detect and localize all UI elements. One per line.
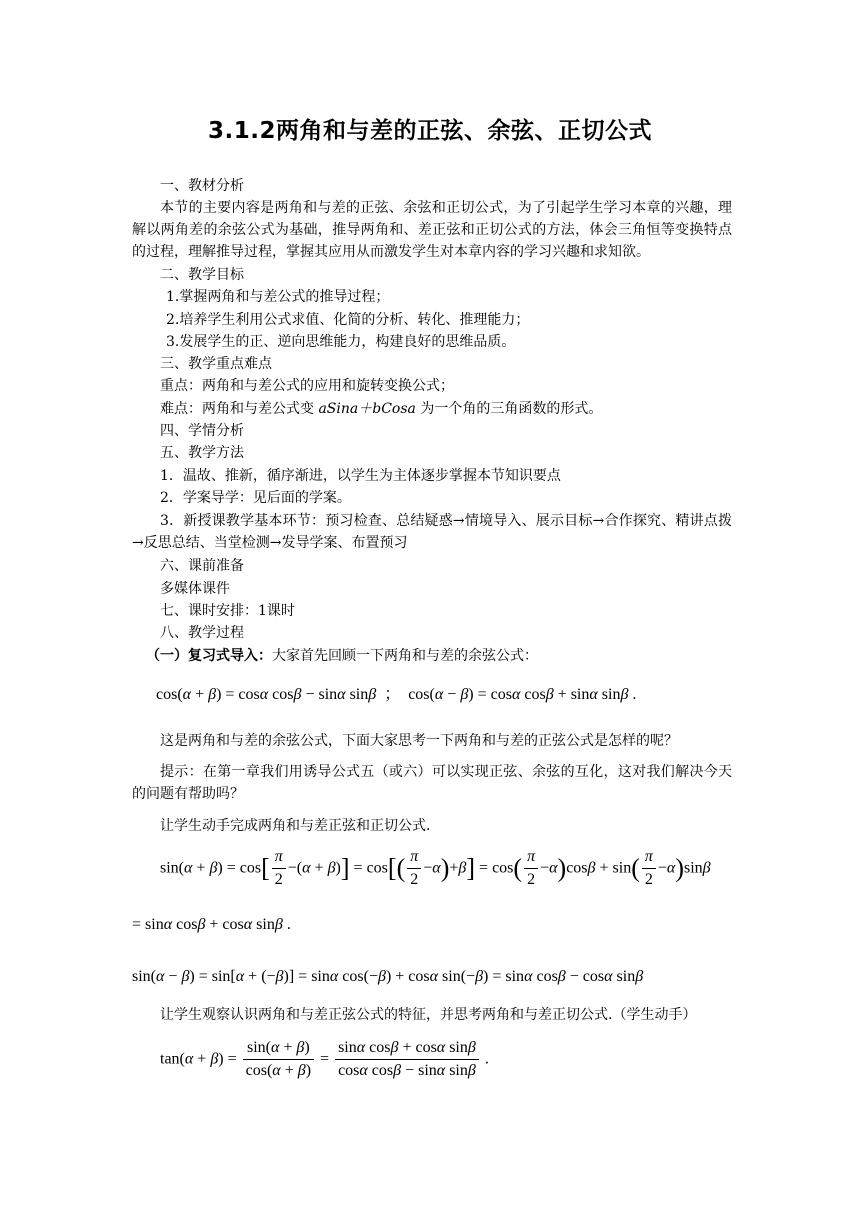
objective-item-1: 1.掌握两角和与差公式的推导过程；	[166, 289, 390, 305]
preparation-body: 多媒体课件	[160, 581, 230, 597]
formula-sin-sum-result: = sinα cosβ + cosα sinβ .	[132, 916, 291, 933]
paragraph-hint: 提示：在第一章我们用诱导公式五（或六）可以实现正弦、余弦的互化，这对我们解决今天的问题有帮助吗？	[132, 764, 732, 802]
key-point: 重点：两角和与差公式的应用和旋转变换公式；	[160, 378, 454, 394]
section-heading-3: 三、教学重点难点	[160, 356, 272, 372]
section-heading-1: 一、教材分析	[160, 178, 244, 194]
method-item-1: 1．温故、推新，循序渐进，以学生为主体逐步掌握本节知识要点	[160, 468, 561, 484]
formula-tan-sum: tan(α + β) = $\frac{\sin(\alpha + \beta)}{\cos(\alpha + \beta)}$ = $\frac{\text{sinα cosβ + cosα sinβ}}{\text{cosα cosβ − sinα sinβ}}$ .	[160, 1039, 489, 1079]
subsection-review	[146, 645, 538, 667]
difficult-point-suffix: 为一个角的三角函数的形式。	[415, 401, 603, 417]
method-item-3: 3．新授课教学基本环节：预习检查、总结疑惑→情境导入、展示目标→合作探究、精讲点拨→反思总结、当堂检测→发导学案、布置预习	[132, 513, 732, 551]
objective-item-2: 2.培养学生利用公式求值、化简的分析、转化、推理能力；	[166, 312, 530, 328]
method-item-2: 2．学案导学：见后面的学案。	[160, 490, 351, 506]
page-title: 3.1.2两角和与差的正弦、余弦、正切公式	[208, 118, 652, 144]
section-body-1: 本节的主要内容是两角和与差的正弦、余弦和正切公式，为了引起学生学习本章的兴趣，理解以两角差的余弦公式为基础，推导两角和、差正弦和正切公式的方法，体会三角恒等变换特点的过程，理解推导过程，掌握其应用从而激发学生对本章内容的学习兴趣和求知欲。	[132, 200, 732, 260]
paragraph-let: 让学生动手完成两角和与差正弦和正切公式.	[160, 818, 431, 834]
section-heading-7: 七、课时安排：1课时	[160, 603, 295, 619]
formula-cos-sum-diff: cos(α + β) = cosα cosβ − sinα sinβ ； cos(α − β) = cosα cosβ + sinα sinβ .	[156, 686, 637, 703]
formula-sin-diff: sin(α − β) = sin[α + (−β)] = sinα cos(−β) + cosα sin(−β) = sinα cosβ − cosα sinβ	[132, 968, 644, 985]
section-heading-6: 六、课前准备	[160, 558, 244, 574]
subsection-title: 复习式导入：	[188, 648, 272, 664]
section-heading-4: 四、学情分析	[160, 423, 244, 439]
subsection-text: 大家首先回顾一下两角和与差的余弦公式：	[272, 648, 538, 664]
section-heading-8: 八、教学过程	[160, 625, 244, 641]
paragraph-cos-done: 这是两角和与差的余弦公式，下面大家思考一下两角和与差的正弦公式是怎样的呢？	[160, 733, 678, 749]
difficult-point-prefix: 难点：两角和与差公式变	[160, 401, 319, 417]
difficult-point	[160, 398, 602, 420]
formula-sin-sum-derivation: sin(α + β) = cos[ $\frac{\pi}{2}$ −(α + β)] = cos[( $\frac{\pi}{2}$ −α)+β] = cos( $\frac{\pi}{2}$ −α)cosβ + sin( $\frac{\pi}{2}$ −α)sinβ	[160, 848, 711, 888]
objective-item-3: 3.发展学生的正、逆向思维能力，构建良好的思维品质。	[166, 334, 516, 350]
difficult-point-math: aSina＋bCosa	[318, 401, 416, 417]
section-heading-2: 二、教学目标	[160, 267, 244, 283]
paragraph-observe: 让学生观察认识两角和与差正弦公式的特征，并思考两角和与差正切公式.（学生动手）	[160, 1007, 697, 1023]
subsection-number: （一）	[146, 648, 188, 664]
section-heading-5: 五、教学方法	[160, 445, 244, 461]
